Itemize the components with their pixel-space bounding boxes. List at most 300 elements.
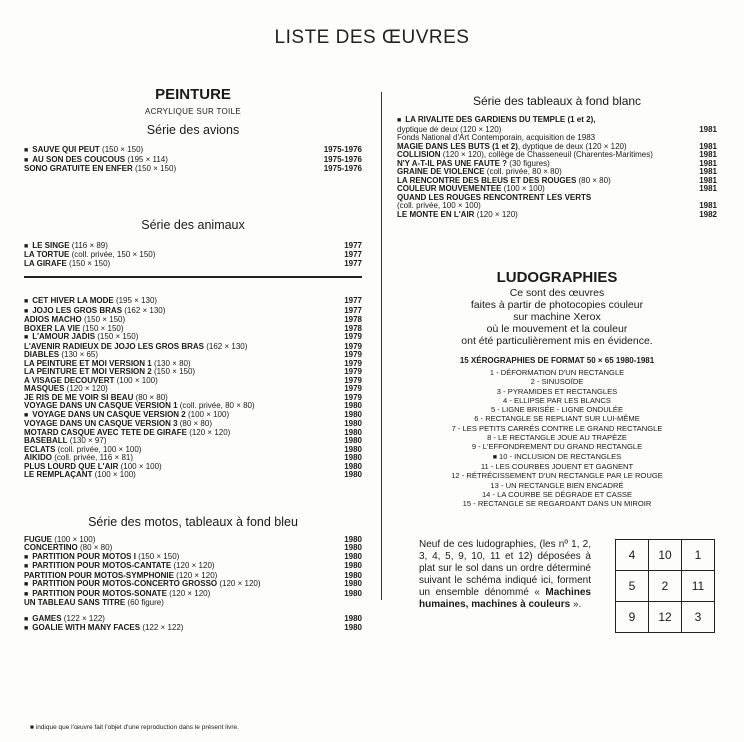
section-subheading: ACRYLIQUE SUR TOILE [145, 107, 241, 116]
ludography-item [397, 452, 717, 462]
intro-line: où le mouvement et la couleur [486, 323, 628, 335]
grid-cell: 1 [682, 540, 715, 571]
grid-row [616, 540, 715, 571]
grid-cell: 11 [682, 571, 715, 602]
ludography-item [397, 442, 717, 451]
series-title-avions: Série des avions [146, 123, 240, 137]
work-entry [24, 463, 362, 472]
work-entry-text [24, 325, 124, 334]
work-entry [397, 168, 717, 177]
work-title: MASQUES [24, 385, 65, 393]
work-entry-text [397, 202, 481, 211]
work-detail: (100 × 100) [52, 535, 96, 544]
work-year: 1975-1976 [323, 154, 362, 164]
work-entry [24, 572, 362, 581]
work-entry-text [397, 126, 501, 135]
ludography-text: 13 - UN RECTANGLE BIEN ENCADRÉ [490, 480, 624, 490]
work-entry-text [24, 624, 183, 634]
work-entry-text [397, 134, 595, 143]
work-entry [24, 316, 362, 325]
work-title: PARTITION POUR MOTOS-SYMPHONIE [24, 571, 174, 580]
intro-line: ont été particulièrement mis en évidence. [461, 335, 653, 347]
work-detail: (coll. privée, 100 × 100) [55, 445, 142, 454]
work-entry [24, 351, 362, 360]
work-title: PARTITION POUR MOTOS-CANTATE [32, 562, 172, 570]
ludography-item [397, 490, 717, 499]
work-year: 1981 [699, 167, 717, 176]
work-title: LE REMPLAÇANT [24, 471, 93, 479]
work-entry-text [397, 151, 653, 160]
work-year: 1979 [344, 375, 362, 385]
work-detail: Fonds National d'Art Contemporain, acquisition de 1983 [397, 134, 596, 142]
work-entry [24, 156, 362, 166]
work-entry-text [397, 160, 550, 169]
work-entry [24, 536, 362, 545]
work-entry [24, 615, 362, 625]
work-year: 1980 [344, 470, 362, 479]
work-title: LA TORTUE [24, 251, 70, 259]
work-title: FUGUE [24, 535, 52, 544]
work-title: VOYAGE DANS UN CASQUE VERSION 2 [32, 410, 186, 419]
work-detail: (150 × 150) [151, 368, 196, 376]
work-entry-text [24, 368, 195, 377]
work-year: 1980 [344, 551, 362, 561]
work-entry [24, 544, 362, 553]
work-year: 1975-1976 [323, 164, 362, 173]
work-entry [24, 562, 362, 572]
ludography-item [397, 433, 717, 442]
list-motos [24, 536, 362, 608]
work-year: 1981 [699, 141, 717, 151]
ludo-paragraph [419, 539, 591, 633]
work-year: 1980 [344, 561, 362, 570]
work-entry-text [24, 242, 108, 252]
work-entry-text [397, 194, 591, 203]
ludography-text: 5 - LIGNE BRISÉE - LIGNE ONDULÉE [490, 405, 624, 415]
work-year: 1977 [344, 250, 362, 259]
work-detail: (162 × 130) [204, 342, 248, 351]
work-title: JE RIS DE ME VOIR SI BEAU [24, 393, 134, 402]
work-entry [24, 377, 362, 386]
work-title: LE SINGE [32, 241, 70, 250]
ludography-text: 14 - LA COURBE SE DÉGRADE ET CASSE [481, 489, 633, 499]
work-year: 1982 [699, 209, 717, 219]
work-entry-text [24, 572, 217, 581]
work-title: LA GIRAFE [24, 259, 67, 268]
grid-cell: 9 [616, 602, 649, 633]
paragraph-end: ». [570, 599, 582, 611]
work-detail: (150 × 150) [81, 316, 126, 324]
work-entry [24, 471, 362, 480]
work-year: 1981 [699, 150, 717, 159]
work-year: 1981 [699, 201, 717, 210]
work-detail: (120 × 120), collège de Chasseneuil (Charentes-Maritimes) [440, 151, 653, 159]
work-entry-text [24, 402, 255, 411]
work-year: 1980 [344, 534, 362, 544]
intro-line: Ce sont des œuvres [509, 287, 605, 299]
work-entry [24, 420, 362, 429]
work-entry [24, 553, 362, 563]
work-title: CONCERTINO [24, 544, 78, 552]
grid-row [616, 602, 715, 633]
ludography-item [397, 462, 717, 471]
list-motos-extra [24, 615, 362, 634]
work-detail: (100 × 100) [501, 185, 545, 193]
ludography-item [397, 471, 717, 480]
work-entry-text [24, 343, 247, 352]
work-title: ÉCLATS [24, 445, 56, 454]
grid-row [616, 571, 715, 602]
work-entry [397, 151, 717, 160]
work-entry [24, 260, 362, 269]
work-year: 1979 [344, 332, 362, 341]
work-year: 1981 [699, 184, 717, 193]
work-detail: (coll. privée, 116 × 81) [52, 454, 134, 462]
work-year: 1980 [344, 579, 362, 588]
ludography-item [397, 414, 717, 423]
work-title: PLUS LOURD QUE L'AIR [24, 462, 119, 471]
work-detail: (150 × 150) [95, 333, 139, 341]
work-detail: (80 × 80) [576, 176, 611, 185]
work-year: 1980 [344, 461, 362, 471]
intro-line: sur machine Xerox [513, 311, 601, 323]
work-entry-text [24, 385, 108, 394]
ludography-item [397, 387, 717, 396]
work-entry [397, 134, 717, 143]
work-year: 1981 [699, 175, 717, 185]
work-entry [24, 368, 362, 377]
work-entry [24, 251, 362, 260]
work-entry [24, 402, 362, 411]
ludography-text: 2 - SINUSOÏDE [530, 377, 584, 387]
work-year: 1980 [344, 588, 362, 598]
work-entry-text [397, 185, 545, 194]
work-year: 1980 [344, 444, 362, 454]
ludography-item [397, 396, 717, 405]
list-avions [24, 146, 362, 174]
work-detail: (150 × 150) [132, 165, 177, 173]
work-detail: (60 figure) [125, 599, 164, 607]
work-detail: (120 × 120) [166, 589, 211, 598]
work-title: LA RENCONTRE DES BLEUS ET DES ROUGES [397, 176, 577, 185]
work-entry [24, 385, 362, 394]
work-entry-text [24, 420, 212, 429]
work-detail: (130 × 65) [59, 351, 99, 359]
work-detail: (120 × 120) [173, 571, 218, 580]
work-entry [24, 599, 362, 608]
work-title: PARTITION POUR MOTOS I [32, 552, 136, 561]
ludography-text: 11 - LES COURBES JOUENT ET GAGNENT [480, 461, 634, 471]
ludography-text: 6 - RECTANGLE SE REPLIANT SUR LUI-MÊME [474, 414, 640, 424]
work-detail: (150 × 150) [99, 146, 144, 154]
ludo-bottom [397, 539, 717, 633]
work-entry-text [397, 143, 627, 152]
work-entry-text [397, 116, 595, 126]
right-column [397, 94, 717, 633]
work-detail: (150 × 150) [80, 324, 124, 333]
work-entry-text [24, 536, 95, 545]
ludo-list [397, 368, 717, 508]
work-entry-text [24, 333, 138, 343]
work-entry [24, 343, 362, 352]
reproduction-bullet-icon: ■ [492, 453, 499, 461]
work-title: N'Y A-T-IL PAS UNE FAUTE ? [397, 159, 508, 168]
work-detail: (coll. privée, 150 × 150) [69, 251, 156, 259]
work-entry [397, 160, 717, 169]
work-entry [24, 307, 362, 317]
grid-cell: 12 [649, 602, 682, 633]
ludography-item [397, 368, 717, 377]
work-detail: (120 × 120) [171, 562, 215, 570]
grid-cell: 2 [649, 571, 682, 602]
work-title: LE MONTE EN L'AIR [397, 210, 475, 219]
work-detail: (122 × 122) [140, 624, 184, 632]
work-title: MAGIE DANS LES BUTS (1 et 2) [397, 142, 518, 151]
ludography-text: 3 - PYRAMIDES ET RECTANGLES [496, 386, 618, 396]
work-entry [24, 165, 362, 174]
work-detail: (120 × 120) [64, 385, 108, 393]
grid-cell: 4 [616, 540, 649, 571]
work-entry-text [397, 211, 518, 220]
work-title: MOTARD CASQUÉ AVEC TÊTE DE GIRAFE [24, 428, 187, 437]
work-title: LA RIVALITÉ DES GARDIENS DU TEMPLE (1 et 2), [405, 116, 596, 124]
work-entry-text [24, 377, 158, 386]
work-entry [24, 394, 362, 403]
work-title: BASEBALL [24, 437, 68, 445]
work-title: ADIOS MACHO [24, 316, 82, 324]
work-entry-text [24, 580, 261, 590]
ludo-grid [615, 539, 715, 633]
footnote-text: indique que l'œuvre fait l'objet d'une reproduction dans le présent livre. [35, 724, 239, 731]
work-detail: (coll. privée, 80 × 80) [177, 402, 255, 410]
work-entry-text [24, 351, 98, 360]
work-year: 1980 [344, 401, 362, 410]
work-year: 1980 [344, 419, 362, 428]
work-entry [24, 454, 362, 463]
work-year: 1981 [699, 124, 717, 134]
work-entry-text [24, 446, 141, 455]
work-entry [24, 297, 362, 307]
work-entry [397, 185, 717, 194]
page-title: LISTE DES ŒUVRES [274, 27, 470, 48]
work-entry-text [24, 360, 191, 369]
work-entry-text [24, 251, 155, 260]
work-entry [24, 333, 362, 343]
ludography-item [397, 377, 717, 386]
work-detail: (100 × 100) [185, 410, 230, 419]
work-entry [24, 590, 362, 600]
work-year: 1980 [344, 453, 362, 462]
work-title: GOALIE WITH MANY FACES [32, 624, 141, 632]
work-year: 1977 [344, 240, 362, 250]
work-year: 1981 [699, 158, 717, 168]
work-year: 1978 [344, 315, 362, 324]
work-entry [397, 211, 717, 220]
work-entry-text [24, 307, 165, 317]
work-entry-text [24, 615, 105, 625]
work-year: 1979 [344, 358, 362, 368]
work-title: GAMES [32, 614, 62, 623]
grid-cell: 3 [682, 602, 715, 633]
work-title: PARTITION POUR MOTOS-SONATE [32, 589, 167, 598]
work-detail: (80 × 80) [133, 393, 168, 402]
work-entry-text [24, 463, 162, 472]
work-title: COULEUR MOUVEMENTÉE [397, 185, 502, 193]
work-title: JOJO LES GROS BRAS [32, 306, 123, 315]
work-title: GRAINE DE VIOLENCE [397, 168, 485, 176]
work-year: 1979 [344, 341, 362, 351]
work-entry-text [397, 177, 611, 186]
work-entry-text [24, 394, 168, 403]
work-entry [24, 146, 362, 156]
work-detail: (150 × 150) [66, 259, 111, 268]
work-entry-text [24, 297, 157, 307]
work-entry-text [24, 146, 143, 156]
work-entry [397, 143, 717, 152]
work-detail: (100 × 100) [114, 376, 158, 385]
work-title: BOXER LA VIE [24, 324, 81, 333]
work-title: LA PEINTURE ET MOI VERSION 2 [24, 368, 152, 376]
work-entry-text [24, 471, 136, 480]
grid-cell: 10 [649, 540, 682, 571]
work-title: SAUVE QUI PEUT [32, 146, 100, 154]
work-detail: (195 × 114) [125, 155, 168, 164]
ludography-text: 12 - RÉTRÉCISSEMENT D'UN RECTANGLE PAR LE ROUGE [451, 471, 663, 481]
work-title: PARTITION POUR MOTOS-CONCERTO GROSSO [32, 580, 218, 588]
work-year: 1980 [344, 543, 362, 552]
intro-line: faites à partir de photocopies couleur [470, 299, 644, 311]
work-entry [24, 360, 362, 369]
section-heading-ludographies: LUDOGRAPHIES [496, 269, 618, 286]
left-column [24, 86, 362, 634]
ludography-item [397, 481, 717, 490]
work-title: AÏKIDO [24, 454, 52, 462]
column-divider [381, 92, 382, 600]
work-entry [24, 325, 362, 334]
work-entry-text [24, 411, 229, 421]
work-year: 1977 [344, 258, 362, 268]
ludography-text: 7 - LES PETITS CARRÉS CONTRE LE GRAND RECTANGLE [451, 423, 663, 433]
work-year: 1979 [344, 392, 362, 402]
ludography-text: 15 - RECTANGLE SE REGARDANT DANS UN MIROIR [462, 499, 652, 509]
work-year: 1977 [344, 296, 362, 305]
work-title: CET HIVER LA MODE [32, 297, 114, 305]
work-title: VOYAGE DANS UN CASQUE VERSION 1 [24, 402, 178, 410]
list-animaux [24, 242, 362, 269]
work-entry [24, 429, 362, 438]
work-detail: (80 × 80) [177, 420, 212, 428]
ludography-item [397, 499, 717, 508]
work-title: L'AVENIR RADIEUX DE JOJO LES GROS BRAS [24, 342, 205, 351]
work-year: 1977 [344, 305, 362, 315]
work-entry-text [24, 165, 176, 174]
series-title-motos: Série des motos, tableaux à fond bleu [88, 514, 298, 529]
work-entry-text [24, 437, 106, 446]
work-detail: (116 × 89) [69, 241, 108, 250]
work-title: LA PEINTURE ET MOI VERSION 1 [24, 359, 152, 368]
ludography-text: 4 - ELLIPSE PAR LES BLANCS [503, 395, 611, 405]
section-rule [24, 276, 362, 278]
work-entry [397, 202, 717, 211]
work-entry-text [397, 168, 562, 177]
work-entry [24, 446, 362, 455]
list-divers [24, 297, 362, 480]
work-entry-text [24, 590, 210, 600]
ludography-text: 9 - L'EFFONDREMENT DU GRAND RECTANGLE [471, 442, 643, 452]
work-entry-text [24, 454, 133, 463]
list-blanc [397, 116, 717, 219]
xerographies-heading: 15 XÉROGRAPHIES DE FORMAT 50 × 65 1980-1981 [459, 356, 655, 365]
work-entry-text [24, 553, 179, 563]
work-year: 1980 [344, 436, 362, 445]
work-entry-text [24, 260, 110, 269]
work-detail: (150 × 150) [135, 552, 180, 561]
work-entry-text [24, 562, 215, 572]
work-detail: (30 figures) [507, 159, 550, 168]
work-detail: (coll. privée, 80 × 80) [484, 168, 562, 176]
work-title: SONO GRATUITE EN ENFER [24, 165, 133, 173]
work-entry-text [24, 156, 168, 166]
work-year: 1980 [344, 570, 362, 580]
work-detail: (100 × 100) [92, 471, 136, 479]
work-entry [397, 116, 717, 126]
ludography-item [397, 424, 717, 433]
footnote [30, 724, 239, 731]
work-detail: (130 × 80) [151, 359, 191, 368]
work-year: 1980 [344, 613, 362, 623]
work-detail: (122 × 122) [61, 614, 105, 623]
work-detail: (162 × 130) [122, 306, 166, 315]
work-year: 1979 [344, 384, 362, 393]
work-title: QUAND LES ROUGES RENCONTRENT LES VERTS [397, 193, 592, 202]
work-year: 1979 [344, 367, 362, 376]
work-entry [397, 177, 717, 186]
work-title: COLLISION [397, 151, 441, 159]
ludo-intro [397, 287, 717, 347]
work-title: L'AMOUR JADIS [32, 333, 96, 341]
work-entry [24, 242, 362, 252]
work-entry-text [24, 429, 230, 438]
work-entry [397, 194, 717, 203]
work-title: VOYAGE DANS UN CASQUE VERSION 3 [24, 420, 178, 428]
series-title-blanc: Série des tableaux à fond blanc [472, 94, 642, 108]
work-entry [24, 624, 362, 634]
work-detail: (100 × 100) [118, 462, 162, 471]
work-detail: , dyptique de deux (120 × 120) [517, 142, 627, 151]
work-year: 1980 [344, 409, 362, 419]
work-entry [24, 411, 362, 421]
work-entry [24, 437, 362, 446]
paragraph-text: Neuf de ces ludographies, (les nº 1, 2, 3, 4, 5, 9, 10, 11 et 12) déposées à plat sur le sol dans un ordre déterminé suivant le schéma indiqué ici, forment un ensemble dénommé « [419, 539, 591, 599]
work-entry-text [24, 544, 112, 553]
ludography-item [397, 405, 717, 414]
work-entry [397, 126, 717, 135]
section-heading-peinture: PEINTURE [155, 86, 231, 103]
series-title-animaux: Série des animaux [141, 217, 245, 232]
work-year: 1975-1976 [323, 145, 362, 154]
work-detail: (195 × 130) [113, 297, 158, 305]
grid-cell: 5 [616, 571, 649, 602]
work-entry-text [24, 316, 125, 325]
work-entry [24, 580, 362, 590]
work-title: AU SON DES COUCOUS [32, 155, 126, 164]
work-year: 1979 [344, 350, 362, 359]
work-detail: (130 × 97) [67, 437, 107, 445]
work-detail: (coll. privée, 100 × 100) [397, 202, 481, 210]
work-entry-text [24, 599, 164, 608]
paragraph-title: Machines humaines, machines à couleurs [419, 587, 591, 611]
work-title: DIABLES [24, 351, 60, 359]
